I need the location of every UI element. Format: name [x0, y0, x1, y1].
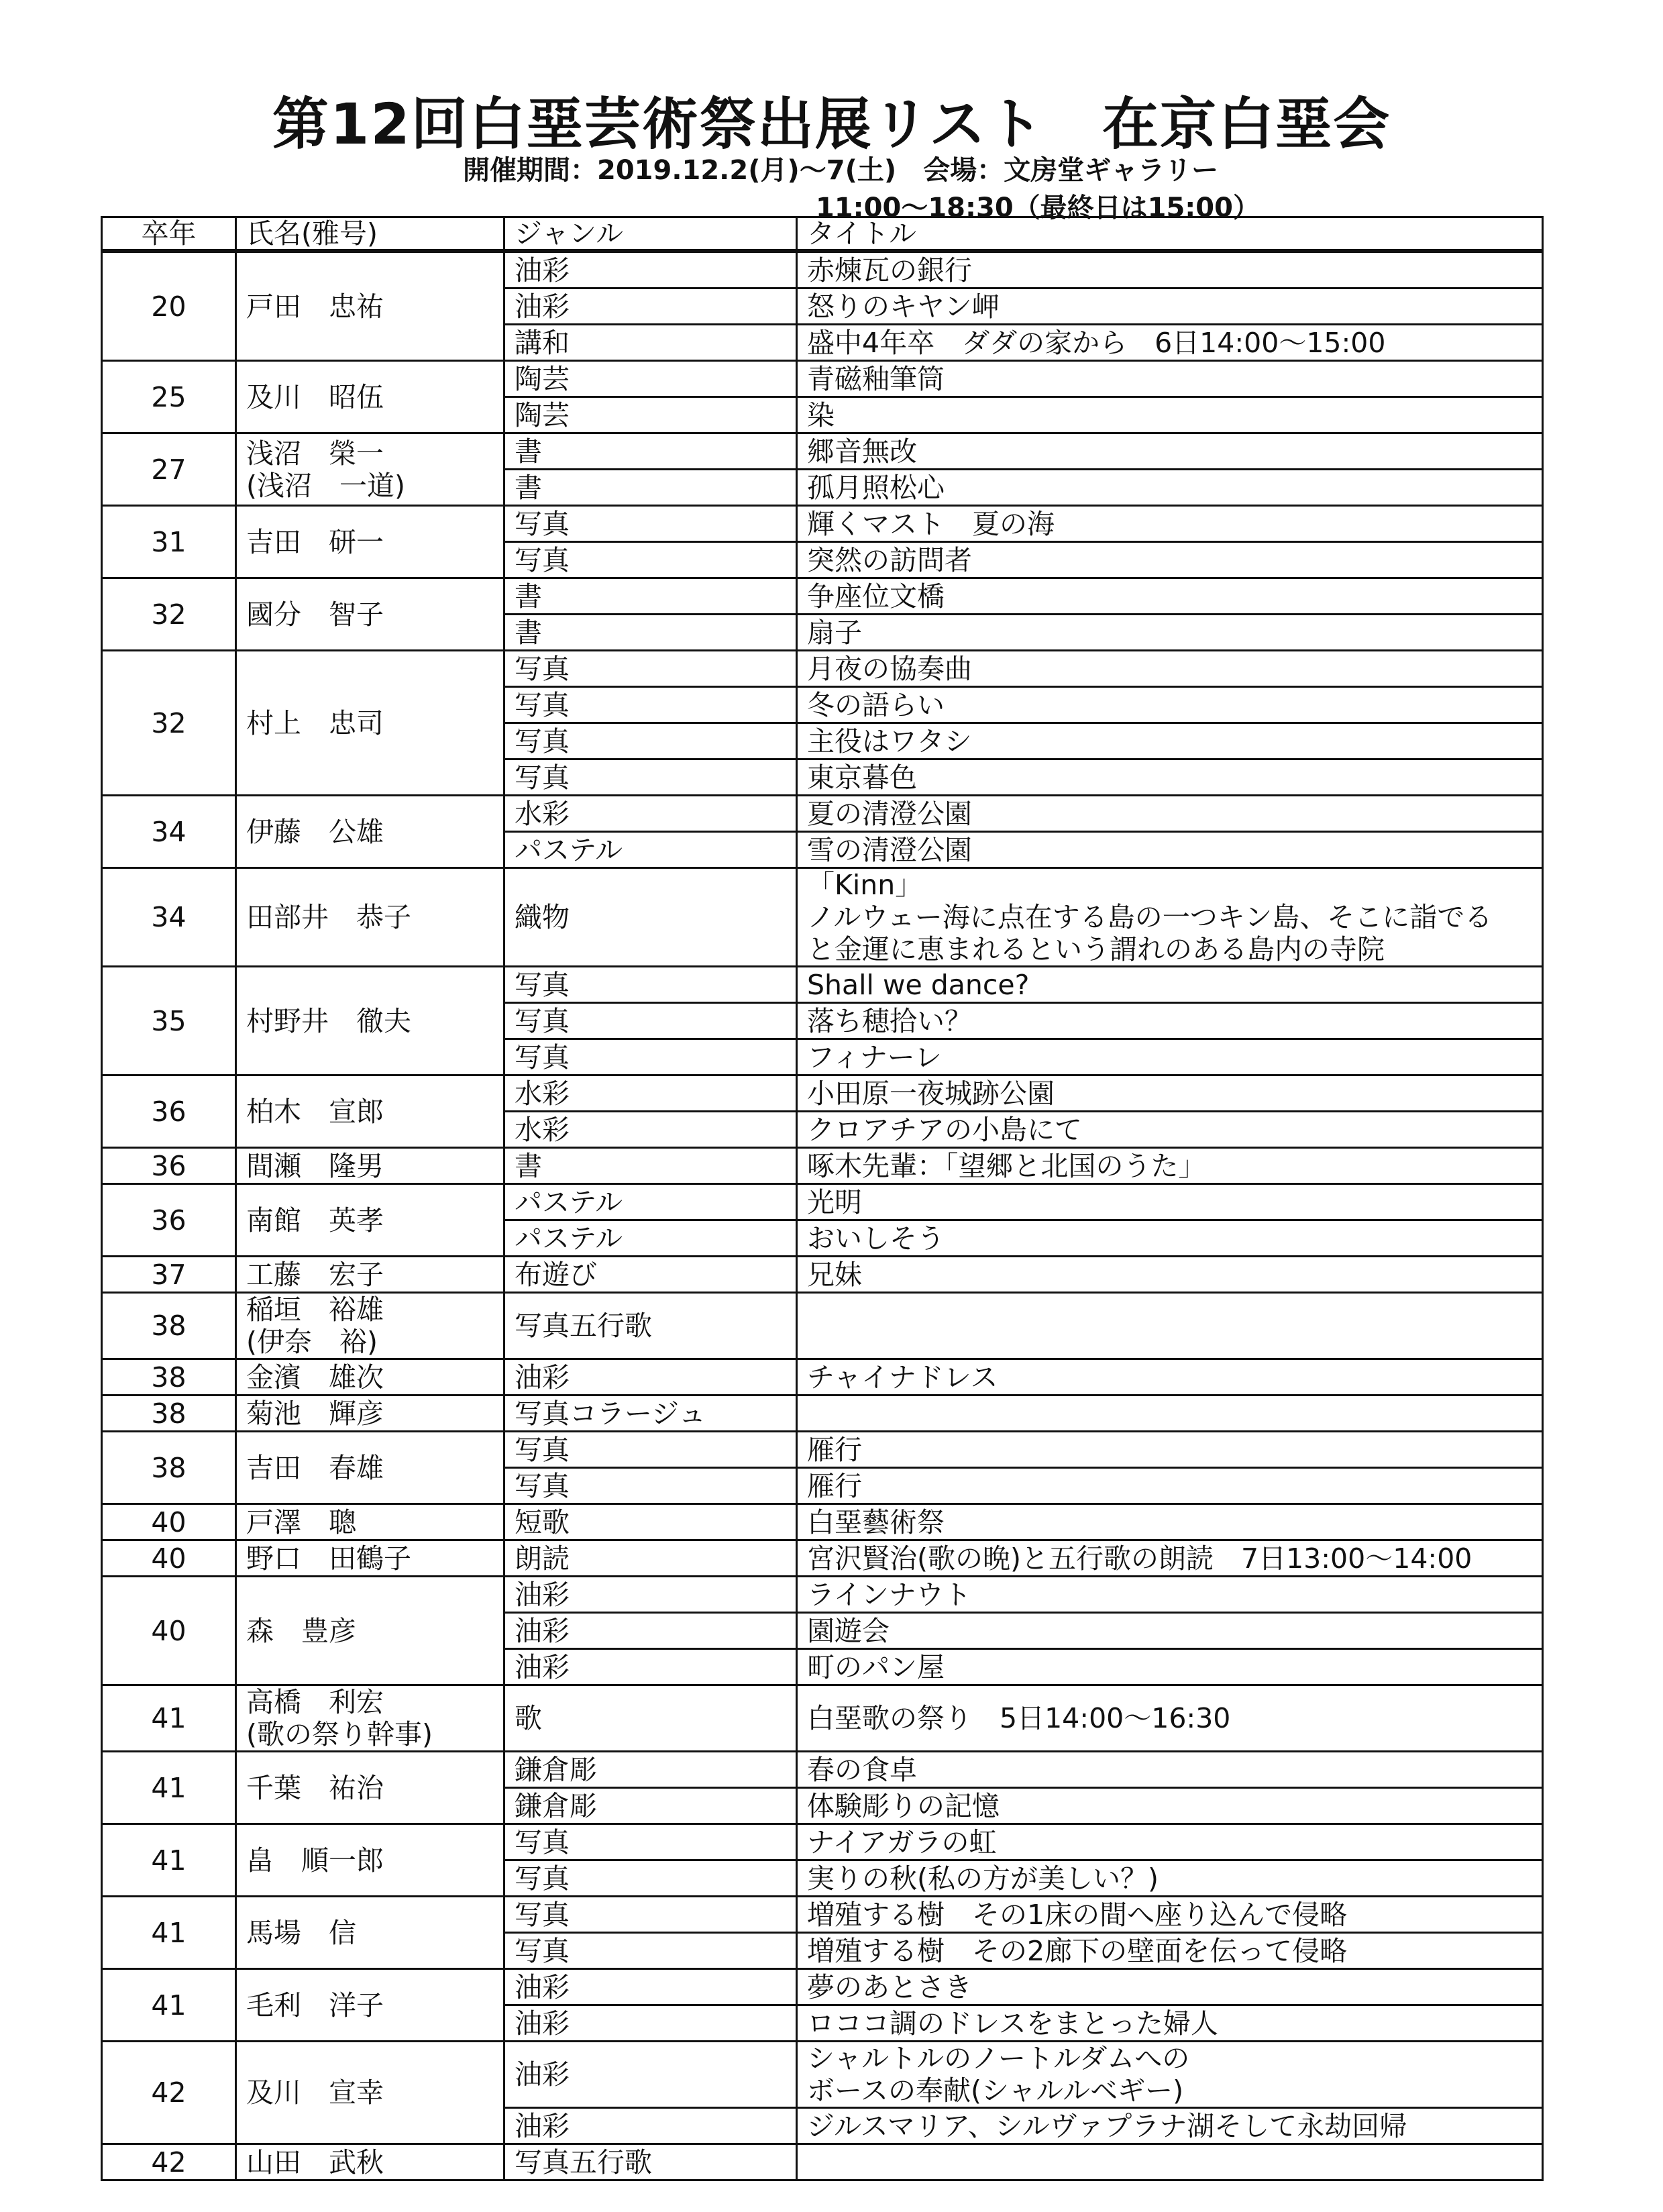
- genre-cell: 講和: [504, 325, 797, 361]
- name-line: 工藤 宏子: [246, 1258, 384, 1291]
- genre-cell: 鎌倉彫: [504, 1752, 797, 1788]
- genre-cell: 陶芸: [504, 361, 797, 397]
- genre-cell: 朗読: [504, 1540, 797, 1577]
- year-cell: 31: [102, 506, 236, 578]
- title-line: 輝くマスト 夏の海: [807, 507, 1055, 540]
- title-cell: [797, 470, 1543, 506]
- table-row: [102, 1685, 1543, 1752]
- name-line: (浅沼 一道): [246, 469, 405, 502]
- title-line: 体験彫りの記憶: [807, 1789, 1000, 1822]
- name-cell: [236, 2144, 504, 2180]
- title-line: フィナーレ: [807, 1041, 942, 1073]
- title-line: 園遊会: [807, 1614, 890, 1647]
- genre-cell: 書: [504, 578, 797, 615]
- genre-cell: パステル: [504, 1220, 797, 1257]
- name-cell: [236, 1257, 504, 1293]
- title-cell: [797, 1897, 1543, 1933]
- title-line: 主役はワタシ: [807, 725, 972, 757]
- title-cell: [797, 506, 1543, 542]
- table-row: [102, 1540, 1543, 1577]
- title-cell: [797, 723, 1543, 759]
- genre-cell: 油彩: [504, 2005, 797, 2042]
- year-cell: 34: [102, 796, 236, 868]
- title-cell: [797, 1257, 1543, 1293]
- title-cell: [797, 361, 1543, 397]
- genre-cell: 書: [504, 433, 797, 470]
- year-cell: 41: [102, 1752, 236, 1824]
- year-cell: 41: [102, 1969, 236, 2042]
- year-cell: 36: [102, 1148, 236, 1184]
- genre-cell: 写真: [504, 542, 797, 578]
- title-line: 雪の清澄公園: [807, 833, 972, 866]
- name-line: 間瀬 隆男: [246, 1149, 384, 1182]
- table-row: [102, 1577, 1543, 1613]
- table-row: [102, 2042, 1543, 2108]
- title-cell: [797, 433, 1543, 470]
- name-cell: [236, 1148, 504, 1184]
- genre-cell: 歌: [504, 1685, 797, 1752]
- table-row: [102, 361, 1543, 397]
- table-row: [102, 1752, 1543, 1788]
- year-cell: 36: [102, 1075, 236, 1148]
- title-line: 赤煉瓦の銀行: [807, 254, 972, 286]
- title-line: 宮沢賢治(歌の晩)と五行歌の朗読 7日13:00～14:00: [807, 1542, 1472, 1575]
- year-cell: 25: [102, 361, 236, 433]
- title-line: 冬の語らい: [807, 688, 945, 721]
- title-cell: [797, 397, 1543, 433]
- name-cell: [236, 1897, 504, 1969]
- name-cell: [236, 651, 504, 796]
- title-line: 増殖する樹 その1床の間へ座り込んで侵略: [807, 1898, 1348, 1931]
- table-body: [102, 251, 1543, 2180]
- title-cell: [797, 1293, 1543, 1359]
- genre-cell: 写真: [504, 759, 797, 796]
- year-cell: 32: [102, 578, 236, 651]
- name-line: 吉田 春雄: [246, 1451, 384, 1484]
- genre-cell: 油彩: [504, 1577, 797, 1613]
- name-line: 吉田 研一: [246, 525, 384, 558]
- year-cell: 41: [102, 1685, 236, 1752]
- title-cell: [797, 1752, 1543, 1788]
- title-cell: [797, 615, 1543, 651]
- genre-cell: 写真: [504, 506, 797, 542]
- name-line: 浅沼 榮一: [246, 437, 384, 470]
- title-line: 「Kinn」: [807, 869, 923, 901]
- title-line: 春の食卓: [807, 1753, 917, 1786]
- title-cell: [797, 2144, 1543, 2180]
- header-title: タイトル: [797, 217, 1543, 252]
- genre-cell: 写真: [504, 967, 797, 1003]
- title-line: チャイナドレス: [807, 1361, 998, 1393]
- title-line: 小田原一夜城跡公園: [807, 1077, 1055, 1110]
- event-period: 開催期間：2019.12.2(月)～7(土) 会場：文房堂ギャラリー: [463, 155, 1219, 186]
- genre-cell: 写真: [504, 1468, 797, 1504]
- genre-cell: 短歌: [504, 1504, 797, 1540]
- title-cell: [797, 1220, 1543, 1257]
- name-cell: [236, 1577, 504, 1685]
- title-cell: [797, 1504, 1543, 1540]
- title-line: 雁行: [807, 1469, 862, 1502]
- name-line: 高橋 利宏: [246, 1686, 384, 1718]
- title-cell: [797, 1003, 1543, 1039]
- genre-cell: 水彩: [504, 796, 797, 832]
- name-line: 柏木 宣郎: [246, 1095, 384, 1128]
- genre-cell: 油彩: [504, 1969, 797, 2005]
- title-line: 青磁釉筆筒: [807, 362, 945, 395]
- genre-cell: 油彩: [504, 1613, 797, 1649]
- genre-cell: 写真コラージュ: [504, 1395, 797, 1432]
- name-cell: [236, 1359, 504, 1395]
- title-cell: [797, 1148, 1543, 1184]
- title-cell: [797, 1685, 1543, 1752]
- exhibit-table: [101, 216, 1544, 2181]
- title-line: ナイアガラの虹: [807, 1826, 997, 1858]
- title-cell: [797, 1468, 1543, 1504]
- year-cell: 36: [102, 1184, 236, 1257]
- title-line: 争座位文橋: [807, 580, 945, 613]
- title-cell: [797, 542, 1543, 578]
- title-cell: [797, 796, 1543, 832]
- title-cell: [797, 1933, 1543, 1969]
- year-cell: 35: [102, 967, 236, 1075]
- title-line: ロココ調のドレスをまとった婦人: [807, 2007, 1218, 2040]
- title-cell: [797, 832, 1543, 868]
- title-cell: [797, 1359, 1543, 1395]
- genre-cell: 写真: [504, 1897, 797, 1933]
- title-cell: [797, 578, 1543, 615]
- name-line: 戸澤 聰: [246, 1506, 356, 1538]
- title-cell: [797, 651, 1543, 687]
- name-line: 毛利 洋子: [246, 1989, 384, 2021]
- table-row: [102, 967, 1543, 1003]
- year-cell: 41: [102, 1897, 236, 1969]
- name-line: 馬場 信: [246, 1916, 356, 1949]
- table-row: [102, 651, 1543, 687]
- table-header-row: [102, 217, 1543, 252]
- name-line: 稲垣 裕雄: [246, 1294, 384, 1326]
- genre-cell: 写真: [504, 1824, 797, 1860]
- table-row: [102, 1432, 1543, 1468]
- genre-cell: 油彩: [504, 2042, 797, 2108]
- event-hours: 11:00～18:30（最終日は15:00）: [816, 193, 1260, 223]
- name-line: 菊池 輝彦: [246, 1397, 384, 1430]
- name-cell: [236, 868, 504, 967]
- title-line: 孤月照松心: [807, 471, 945, 504]
- name-line: 伊藤 公雄: [246, 815, 384, 848]
- page-title: 第12回白堊芸術祭出展リスト 在京白堊会: [272, 91, 1391, 157]
- name-cell: [236, 1969, 504, 2042]
- title-cell: [797, 1577, 1543, 1613]
- title-cell: [797, 1395, 1543, 1432]
- name-cell: [236, 1075, 504, 1148]
- table-row: [102, 796, 1543, 832]
- genre-cell: 写真: [504, 1860, 797, 1897]
- year-cell: 38: [102, 1293, 236, 1359]
- genre-cell: 油彩: [504, 251, 797, 288]
- table-row: [102, 1824, 1543, 1860]
- genre-cell: 油彩: [504, 288, 797, 325]
- genre-cell: 写真: [504, 723, 797, 759]
- title-line: 月夜の協奏曲: [807, 652, 972, 685]
- year-cell: 41: [102, 1824, 236, 1897]
- title-cell: [797, 2108, 1543, 2144]
- year-cell: 42: [102, 2144, 236, 2180]
- genre-cell: 織物: [504, 868, 797, 967]
- genre-cell: 水彩: [504, 1075, 797, 1112]
- name-cell: [236, 578, 504, 651]
- genre-cell: 写真: [504, 1933, 797, 1969]
- genre-cell: 布遊び: [504, 1257, 797, 1293]
- table-row: [102, 2144, 1543, 2180]
- year-cell: 34: [102, 868, 236, 967]
- genre-cell: 書: [504, 615, 797, 651]
- title-cell: [797, 1112, 1543, 1148]
- name-line: 村上 忠司: [246, 706, 384, 739]
- table-row: [102, 1504, 1543, 1540]
- name-line: (歌の祭り幹事): [246, 1718, 433, 1750]
- table-row: [102, 868, 1543, 967]
- year-cell: 37: [102, 1257, 236, 1293]
- genre-cell: 陶芸: [504, 397, 797, 433]
- name-cell: [236, 1504, 504, 1540]
- table-row: [102, 578, 1543, 615]
- title-line: クロアチアの小島にて: [807, 1113, 1082, 1146]
- year-cell: 40: [102, 1540, 236, 1577]
- title-line: 染: [807, 399, 835, 431]
- year-cell: 38: [102, 1359, 236, 1395]
- table-row: [102, 506, 1543, 542]
- genre-cell: 写真: [504, 1432, 797, 1468]
- year-cell: 40: [102, 1504, 236, 1540]
- name-cell: [236, 506, 504, 578]
- name-cell: [236, 433, 504, 506]
- name-line: 戸田 忠祐: [246, 290, 384, 323]
- title-line: 実りの秋(私の方が美しい？): [807, 1862, 1159, 1895]
- title-line: ラインナウト: [807, 1578, 971, 1611]
- title-line: おいしそう: [807, 1222, 945, 1255]
- title-line: 怒りのキヤン岬: [807, 290, 1000, 323]
- title-line: ジルスマリア、シルヴァプラナ湖そして永劫回帰: [807, 2109, 1407, 2142]
- name-line: (伊奈 裕): [246, 1326, 378, 1358]
- title-line: 扇子: [807, 616, 862, 649]
- table-row: [102, 1075, 1543, 1112]
- title-line: 啄木先輩：「望郷と北国のうた」: [807, 1149, 1206, 1182]
- year-cell: 38: [102, 1432, 236, 1504]
- name-cell: [236, 251, 504, 361]
- title-cell: [797, 1540, 1543, 1577]
- table-row: [102, 1257, 1543, 1293]
- name-line: 山田 武秋: [246, 2146, 384, 2178]
- name-cell: [236, 2042, 504, 2144]
- table-row: [102, 251, 1543, 288]
- title-cell: [797, 1075, 1543, 1112]
- year-cell: 38: [102, 1395, 236, 1432]
- name-cell: [236, 1752, 504, 1824]
- name-cell: [236, 361, 504, 433]
- title-line: ボースの奉献(シャルルベギー): [807, 2074, 1184, 2107]
- name-line: 田部井 恭子: [246, 901, 411, 933]
- title-cell: [797, 1824, 1543, 1860]
- title-cell: [797, 1649, 1543, 1685]
- title-cell: [797, 1432, 1543, 1468]
- year-cell: 40: [102, 1577, 236, 1685]
- title-line: 突然の訪問者: [807, 543, 972, 576]
- genre-cell: 写真: [504, 1003, 797, 1039]
- name-line: 南館 英孝: [246, 1204, 384, 1236]
- title-cell: [797, 759, 1543, 796]
- genre-cell: 写真五行歌: [504, 1293, 797, 1359]
- name-cell: [236, 1293, 504, 1359]
- title-cell: [797, 1788, 1543, 1824]
- genre-cell: 写真: [504, 651, 797, 687]
- name-line: 國分 智子: [246, 598, 384, 631]
- genre-cell: パステル: [504, 1184, 797, 1220]
- header-genre: ジャンル: [504, 217, 797, 252]
- year-cell: 20: [102, 251, 236, 361]
- title-line: 白堊歌の祭り 5日14:00～16:30: [807, 1702, 1231, 1734]
- title-line: 東京暮色: [807, 761, 917, 794]
- title-cell: [797, 251, 1543, 288]
- title-line: 盛中4年卒 ダダの家から 6日14:00～15:00: [807, 326, 1386, 359]
- title-line: シャルトルのノートルダムへの: [807, 2042, 1190, 2074]
- title-line: 町のパン屋: [807, 1650, 945, 1683]
- name-line: 野口 田鶴子: [246, 1542, 411, 1575]
- title-line: 夢のあとさき: [807, 1970, 972, 2003]
- title-line: 落ち穂拾い？: [807, 1004, 972, 1037]
- genre-cell: 写真: [504, 687, 797, 723]
- title-line: 雁行: [807, 1433, 862, 1466]
- table-row: [102, 1359, 1543, 1395]
- genre-cell: 書: [504, 470, 797, 506]
- genre-cell: パステル: [504, 832, 797, 868]
- name-cell: [236, 967, 504, 1075]
- year-cell: 27: [102, 433, 236, 506]
- title-line: 増殖する樹 その2廊下の壁面を伝って侵略: [807, 1934, 1348, 1967]
- name-cell: [236, 1685, 504, 1752]
- genre-cell: 油彩: [504, 2108, 797, 2144]
- table-row: [102, 1293, 1543, 1359]
- title-line: 郷音無改: [807, 435, 917, 468]
- genre-cell: 書: [504, 1148, 797, 1184]
- table-row: [102, 1395, 1543, 1432]
- name-cell: [236, 1540, 504, 1577]
- name-cell: [236, 1184, 504, 1257]
- title-line: 兄妹: [807, 1258, 862, 1291]
- name-cell: [236, 1824, 504, 1897]
- title-cell: [797, 2042, 1543, 2108]
- name-line: 村野井 徹夫: [246, 1004, 411, 1037]
- title-line: 夏の清澄公園: [807, 797, 972, 830]
- title-line: ノルウェー海に点在する島の一つキン島、そこに詣でる: [807, 901, 1493, 933]
- title-cell: [797, 868, 1543, 967]
- header-name: 氏名(雅号): [236, 217, 504, 252]
- name-cell: [236, 1395, 504, 1432]
- title-line: 白堊藝術祭: [807, 1506, 945, 1538]
- title-cell: [797, 325, 1543, 361]
- name-line: 金濱 雄次: [246, 1361, 384, 1393]
- title-line: Shall we dance?: [807, 968, 1030, 1001]
- title-cell: [797, 1039, 1543, 1075]
- table-row: [102, 1969, 1543, 2005]
- header-year: 卒年: [102, 217, 236, 252]
- year-cell: 32: [102, 651, 236, 796]
- genre-cell: 水彩: [504, 1112, 797, 1148]
- title-line: 光明: [807, 1186, 862, 1218]
- title-cell: [797, 1969, 1543, 2005]
- title-cell: [797, 288, 1543, 325]
- name-line: 千葉 祐治: [246, 1771, 384, 1804]
- title-cell: [797, 967, 1543, 1003]
- name-line: 及川 昭伍: [246, 380, 384, 413]
- genre-cell: 写真: [504, 1039, 797, 1075]
- genre-cell: 鎌倉彫: [504, 1788, 797, 1824]
- name-line: 畠 順一郎: [246, 1844, 384, 1877]
- name-cell: [236, 1432, 504, 1504]
- title-cell: [797, 1184, 1543, 1220]
- genre-cell: 写真五行歌: [504, 2144, 797, 2180]
- table-row: [102, 1184, 1543, 1220]
- title-cell: [797, 1613, 1543, 1649]
- genre-cell: 油彩: [504, 1359, 797, 1395]
- title-cell: [797, 2005, 1543, 2042]
- table-row: [102, 1148, 1543, 1184]
- table-row: [102, 1897, 1543, 1933]
- title-cell: [797, 687, 1543, 723]
- title-cell: [797, 1860, 1543, 1897]
- genre-cell: 油彩: [504, 1649, 797, 1685]
- name-line: 及川 宣幸: [246, 2076, 384, 2109]
- table-row: [102, 433, 1543, 470]
- name-line: 森 豊彦: [246, 1614, 356, 1647]
- name-cell: [236, 796, 504, 868]
- year-cell: 42: [102, 2042, 236, 2144]
- title-line: と金運に恵まれるという謂れのある島内の寺院: [807, 933, 1385, 965]
